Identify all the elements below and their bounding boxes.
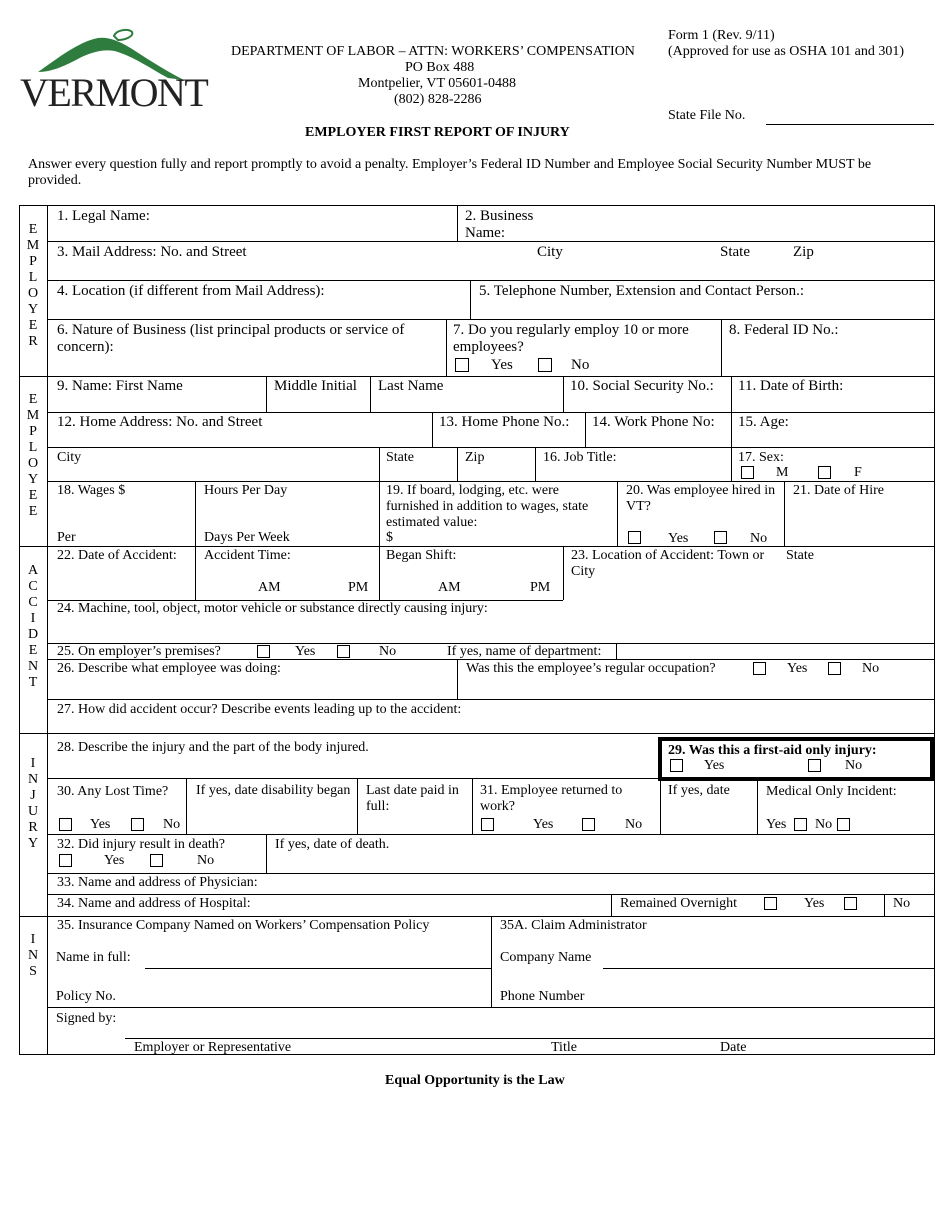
age-field[interactable]: [732, 413, 934, 447]
medical-only-no-label: No: [815, 817, 833, 832]
employee-state-label: State: [386, 450, 414, 465]
job-title-field[interactable]: [536, 448, 731, 481]
phone-number-label: Phone Number: [500, 989, 585, 1004]
signature-input[interactable]: [125, 1010, 933, 1038]
began-shift-am-label: AM: [438, 580, 461, 595]
hours-per-day-label: Hours Per Day: [204, 483, 288, 498]
returned-no-checkbox[interactable]: [582, 818, 595, 831]
first-aid-yes-checkbox[interactable]: [670, 759, 683, 772]
employer-rep-label: Employer or Representative: [134, 1040, 292, 1055]
death-no-label: No: [197, 853, 215, 868]
first-name-field[interactable]: [48, 377, 266, 412]
accident-time-label: Accident Time:: [204, 548, 291, 563]
dept-line4: (802) 828-2286: [394, 92, 482, 107]
middle-initial-label: Middle Initial: [274, 378, 357, 394]
disability-began-label: If yes, date disability began: [196, 783, 351, 798]
death-yes-checkbox[interactable]: [59, 854, 72, 867]
hospital-field[interactable]: [48, 895, 611, 916]
physician-field[interactable]: [48, 874, 934, 894]
section-employer: E M P L O Y E R: [26, 222, 40, 349]
hours-field[interactable]: [196, 482, 379, 546]
lost-time-yes-checkbox[interactable]: [59, 818, 72, 831]
employer-state-label: State: [720, 244, 750, 260]
regular-occupation-yes-label: Yes: [787, 661, 808, 676]
regular-occupation-yes-checkbox[interactable]: [753, 662, 766, 675]
last-name-field[interactable]: [371, 377, 563, 412]
premises-no-checkbox[interactable]: [337, 645, 350, 658]
mail-address-label: 3. Mail Address: No. and Street: [57, 244, 247, 260]
insurance-company-label: 35. Insurance Company Named on Workers’ Compensation Policy: [57, 918, 430, 933]
physician-label: 33. Name and address of Physician:: [57, 875, 258, 890]
last-name-label: Last Name: [378, 378, 444, 394]
death-label: 32. Did injury result in death?: [57, 837, 225, 852]
remained-overnight-label: Remained Overnight: [620, 896, 738, 911]
policy-no-label: Policy No.: [56, 989, 116, 1004]
how-occurred-label: 27. How did accident occur? Describe events leading up to the accident:: [57, 702, 462, 717]
approved-note: (Approved for use as OSHA 101 and 301): [668, 44, 905, 59]
legal-name-field[interactable]: [48, 206, 457, 241]
machine-field[interactable]: [48, 601, 564, 643]
first-name-label: 9. Name: First Name: [57, 378, 183, 394]
returned-date-label: If yes, date: [668, 783, 730, 798]
lost-time-no-label: No: [163, 817, 181, 832]
machine-label: 24. Machine, tool, object, motor vehicle or substance directly causing injury:: [57, 601, 488, 616]
form-number: Form 1 (Rev. 9/11): [668, 28, 775, 43]
work-phone-field[interactable]: [586, 413, 731, 447]
footer-eeo: Equal Opportunity is the Law: [385, 1073, 565, 1088]
medical-only-yes-checkbox[interactable]: [794, 818, 807, 831]
employee-zip-field[interactable]: [458, 448, 535, 481]
date-hire-label: 21. Date of Hire: [793, 483, 884, 498]
hired-vt-label: 20. Was employee hired in VT?: [626, 483, 776, 515]
dept-line2: PO Box 488: [405, 60, 475, 75]
premises-no-label: No: [379, 644, 397, 659]
company-name-input[interactable]: [603, 952, 934, 969]
medical-only-no-checkbox[interactable]: [837, 818, 850, 831]
vermont-logo: [18, 28, 208, 115]
first-aid-no-checkbox[interactable]: [808, 759, 821, 772]
began-shift-field[interactable]: [380, 547, 563, 600]
disability-began-field[interactable]: [187, 779, 357, 834]
hired-vt-yes-label: Yes: [668, 531, 689, 546]
returned-date-field[interactable]: [661, 779, 757, 834]
wages-per-label: Per: [57, 530, 76, 545]
remained-no-label: No: [893, 896, 911, 911]
board-label: 19. If board, lodging, etc. were furnished in addition to wages, state estimated value:: [386, 483, 589, 531]
dept-line1: DEPARTMENT OF LABOR – ATTN: WORKERS’ COMPENSATION: [231, 44, 635, 59]
last-date-paid-label: Last date paid in full:: [366, 783, 459, 815]
employer-zip-label: Zip: [793, 244, 814, 260]
lost-time-label: 30. Any Lost Time?: [57, 784, 169, 799]
sex-female-checkbox[interactable]: [818, 466, 831, 479]
accident-state-label: State: [786, 548, 814, 563]
medical-only-label: Medical Only Incident:: [766, 784, 897, 799]
section-employee: E M P L O Y E E: [26, 392, 40, 519]
hired-vt-yes-checkbox[interactable]: [628, 531, 641, 544]
returned-yes-label: Yes: [533, 817, 554, 832]
began-shift-pm-label: PM: [530, 580, 551, 595]
home-address-label: 12. Home Address: No. and Street: [57, 414, 263, 430]
employ10-label: 7. Do you regularly employ 10 or more employees?: [453, 322, 689, 356]
middle-initial-field[interactable]: [267, 377, 370, 412]
home-address-field[interactable]: [48, 413, 432, 447]
hospital-label: 34. Name and address of Hospital:: [57, 896, 251, 911]
returned-no-label: No: [625, 817, 643, 832]
employ10-yes-label: Yes: [491, 357, 513, 373]
hired-vt-no-checkbox[interactable]: [714, 531, 727, 544]
remained-no-checkbox[interactable]: [844, 897, 857, 910]
returned-yes-checkbox[interactable]: [481, 818, 494, 831]
board-field[interactable]: [380, 482, 617, 546]
dob-field[interactable]: [732, 377, 934, 412]
regular-occupation-no-label: No: [862, 661, 880, 676]
claim-admin-label: 35A. Claim Administrator: [500, 918, 647, 933]
death-date-field[interactable]: [267, 835, 934, 873]
board-dollar-label: $: [386, 530, 393, 545]
death-no-checkbox[interactable]: [150, 854, 163, 867]
dept-line3: Montpelier, VT 05601-0488: [358, 76, 516, 91]
sex-female-label: F: [854, 465, 862, 480]
signature-title-label: Title: [551, 1040, 577, 1055]
regular-occupation-label: Was this the employee’s regular occupation?: [466, 661, 716, 676]
employee-zip-label: Zip: [465, 450, 485, 465]
nature-business-label: 6. Nature of Business (list principal products or service of concern):: [57, 322, 405, 356]
department-input[interactable]: [617, 644, 934, 659]
instructions: Answer every question fully and report promptly to avoid a penalty. Employer’s Federal ID Number and Employee Social Security Number MUST be provided.: [28, 157, 872, 189]
employ10-no-checkbox[interactable]: [538, 358, 552, 372]
first-aid-label: 29. Was this a first-aid only injury:: [668, 743, 877, 758]
first-aid-box: [658, 737, 934, 781]
nature-business-field[interactable]: [48, 320, 446, 376]
state-file-label: State File No.: [668, 108, 746, 123]
employee-doing-label: 26. Describe what employee was doing:: [57, 661, 281, 676]
home-phone-label: 13. Home Phone No.:: [439, 414, 570, 430]
first-aid-yes-label: Yes: [704, 758, 725, 773]
premises-label: 25. On employer’s premises?: [57, 644, 221, 659]
employee-state-field[interactable]: [380, 448, 457, 481]
location-field[interactable]: [48, 281, 470, 319]
employee-city-label: City: [57, 450, 82, 465]
accident-location-field[interactable]: [564, 547, 934, 643]
accident-time-am-label: AM: [258, 580, 281, 595]
death-yes-label: Yes: [104, 853, 125, 868]
regular-occupation-no-checkbox[interactable]: [828, 662, 841, 675]
legal-name-label: 1. Legal Name:: [57, 208, 150, 224]
sex-label: 17. Sex:: [738, 450, 784, 465]
ssn-label: 10. Social Security No.:: [570, 378, 714, 394]
lost-time-no-checkbox[interactable]: [131, 818, 144, 831]
telephone-field[interactable]: [471, 281, 934, 319]
injury-describe-field[interactable]: [48, 734, 657, 778]
phone-number-input[interactable]: [590, 975, 933, 1006]
how-occurred-field[interactable]: [48, 700, 934, 733]
accident-time-pm-label: PM: [348, 580, 369, 595]
location-label: 4. Location (if different from Mail Address):: [57, 283, 325, 299]
returned-label: 31. Employee returned to work?: [480, 783, 623, 815]
wages-field[interactable]: [48, 482, 195, 546]
employ10-no-label: No: [571, 357, 590, 373]
home-phone-field[interactable]: [433, 413, 585, 447]
lost-time-yes-label: Yes: [90, 817, 111, 832]
work-phone-label: 14. Work Phone No:: [592, 414, 715, 430]
state-file-input[interactable]: [766, 108, 934, 125]
logo-text: VERMONT: [20, 70, 208, 115]
days-per-week-label: Days Per Week: [204, 530, 290, 545]
hired-vt-no-label: No: [750, 531, 768, 546]
federal-id-field[interactable]: [722, 320, 934, 376]
date-hire-field[interactable]: [785, 482, 934, 546]
employee-doing-field[interactable]: [48, 660, 457, 699]
age-label: 15. Age:: [738, 414, 789, 430]
remained-yes-checkbox[interactable]: [764, 897, 777, 910]
policy-no-input[interactable]: [120, 975, 490, 1006]
accident-time-field[interactable]: [196, 547, 379, 600]
began-shift-label: Began Shift:: [386, 548, 457, 563]
telephone-label: 5. Telephone Number, Extension and Contact Person.:: [479, 283, 805, 299]
signed-by-label: Signed by:: [56, 1011, 117, 1026]
department-label: If yes, name of department:: [447, 644, 602, 659]
business-name-label: 2. Business Name:: [465, 208, 534, 242]
federal-id-label: 8. Federal ID No.:: [729, 322, 839, 338]
job-title-label: 16. Job Title:: [543, 450, 617, 465]
premises-yes-label: Yes: [295, 644, 316, 659]
employer-city-label: City: [537, 244, 563, 260]
mail-address-field[interactable]: [48, 242, 934, 280]
sex-male-label: M: [776, 465, 789, 480]
first-aid-no-label: No: [845, 758, 863, 773]
dob-label: 11. Date of Birth:: [738, 378, 844, 394]
page-title: EMPLOYER FIRST REPORT OF INJURY: [305, 125, 570, 140]
section-ins: I N S: [27, 932, 39, 979]
name-in-full-label: Name in full:: [56, 950, 131, 965]
employee-city-field[interactable]: [48, 448, 379, 481]
signature-date-label: Date: [720, 1040, 747, 1055]
accident-location-label: 23. Location of Accident: Town or City: [571, 548, 765, 580]
medical-only-yes-label: Yes: [766, 817, 787, 832]
last-date-paid-field[interactable]: [358, 779, 472, 834]
name-in-full-input[interactable]: [145, 952, 491, 969]
sex-male-checkbox[interactable]: [741, 466, 754, 479]
premises-yes-checkbox[interactable]: [257, 645, 270, 658]
section-accident: A C C I D E N T: [27, 563, 39, 690]
wages-label: 18. Wages $: [57, 483, 126, 498]
death-date-label: If yes, date of death.: [275, 837, 390, 852]
remained-yes-label: Yes: [804, 896, 825, 911]
company-name-label: Company Name: [500, 950, 592, 965]
ssn-field[interactable]: [564, 377, 731, 412]
business-name-field[interactable]: [458, 206, 934, 241]
injury-describe-label: 28. Describe the injury and the part of the body injured.: [57, 740, 369, 755]
accident-date-field[interactable]: [48, 547, 195, 600]
section-injury: I N J U R Y: [27, 756, 39, 851]
employ10-yes-checkbox[interactable]: [455, 358, 469, 372]
accident-date-label: 22. Date of Accident:: [57, 548, 177, 563]
